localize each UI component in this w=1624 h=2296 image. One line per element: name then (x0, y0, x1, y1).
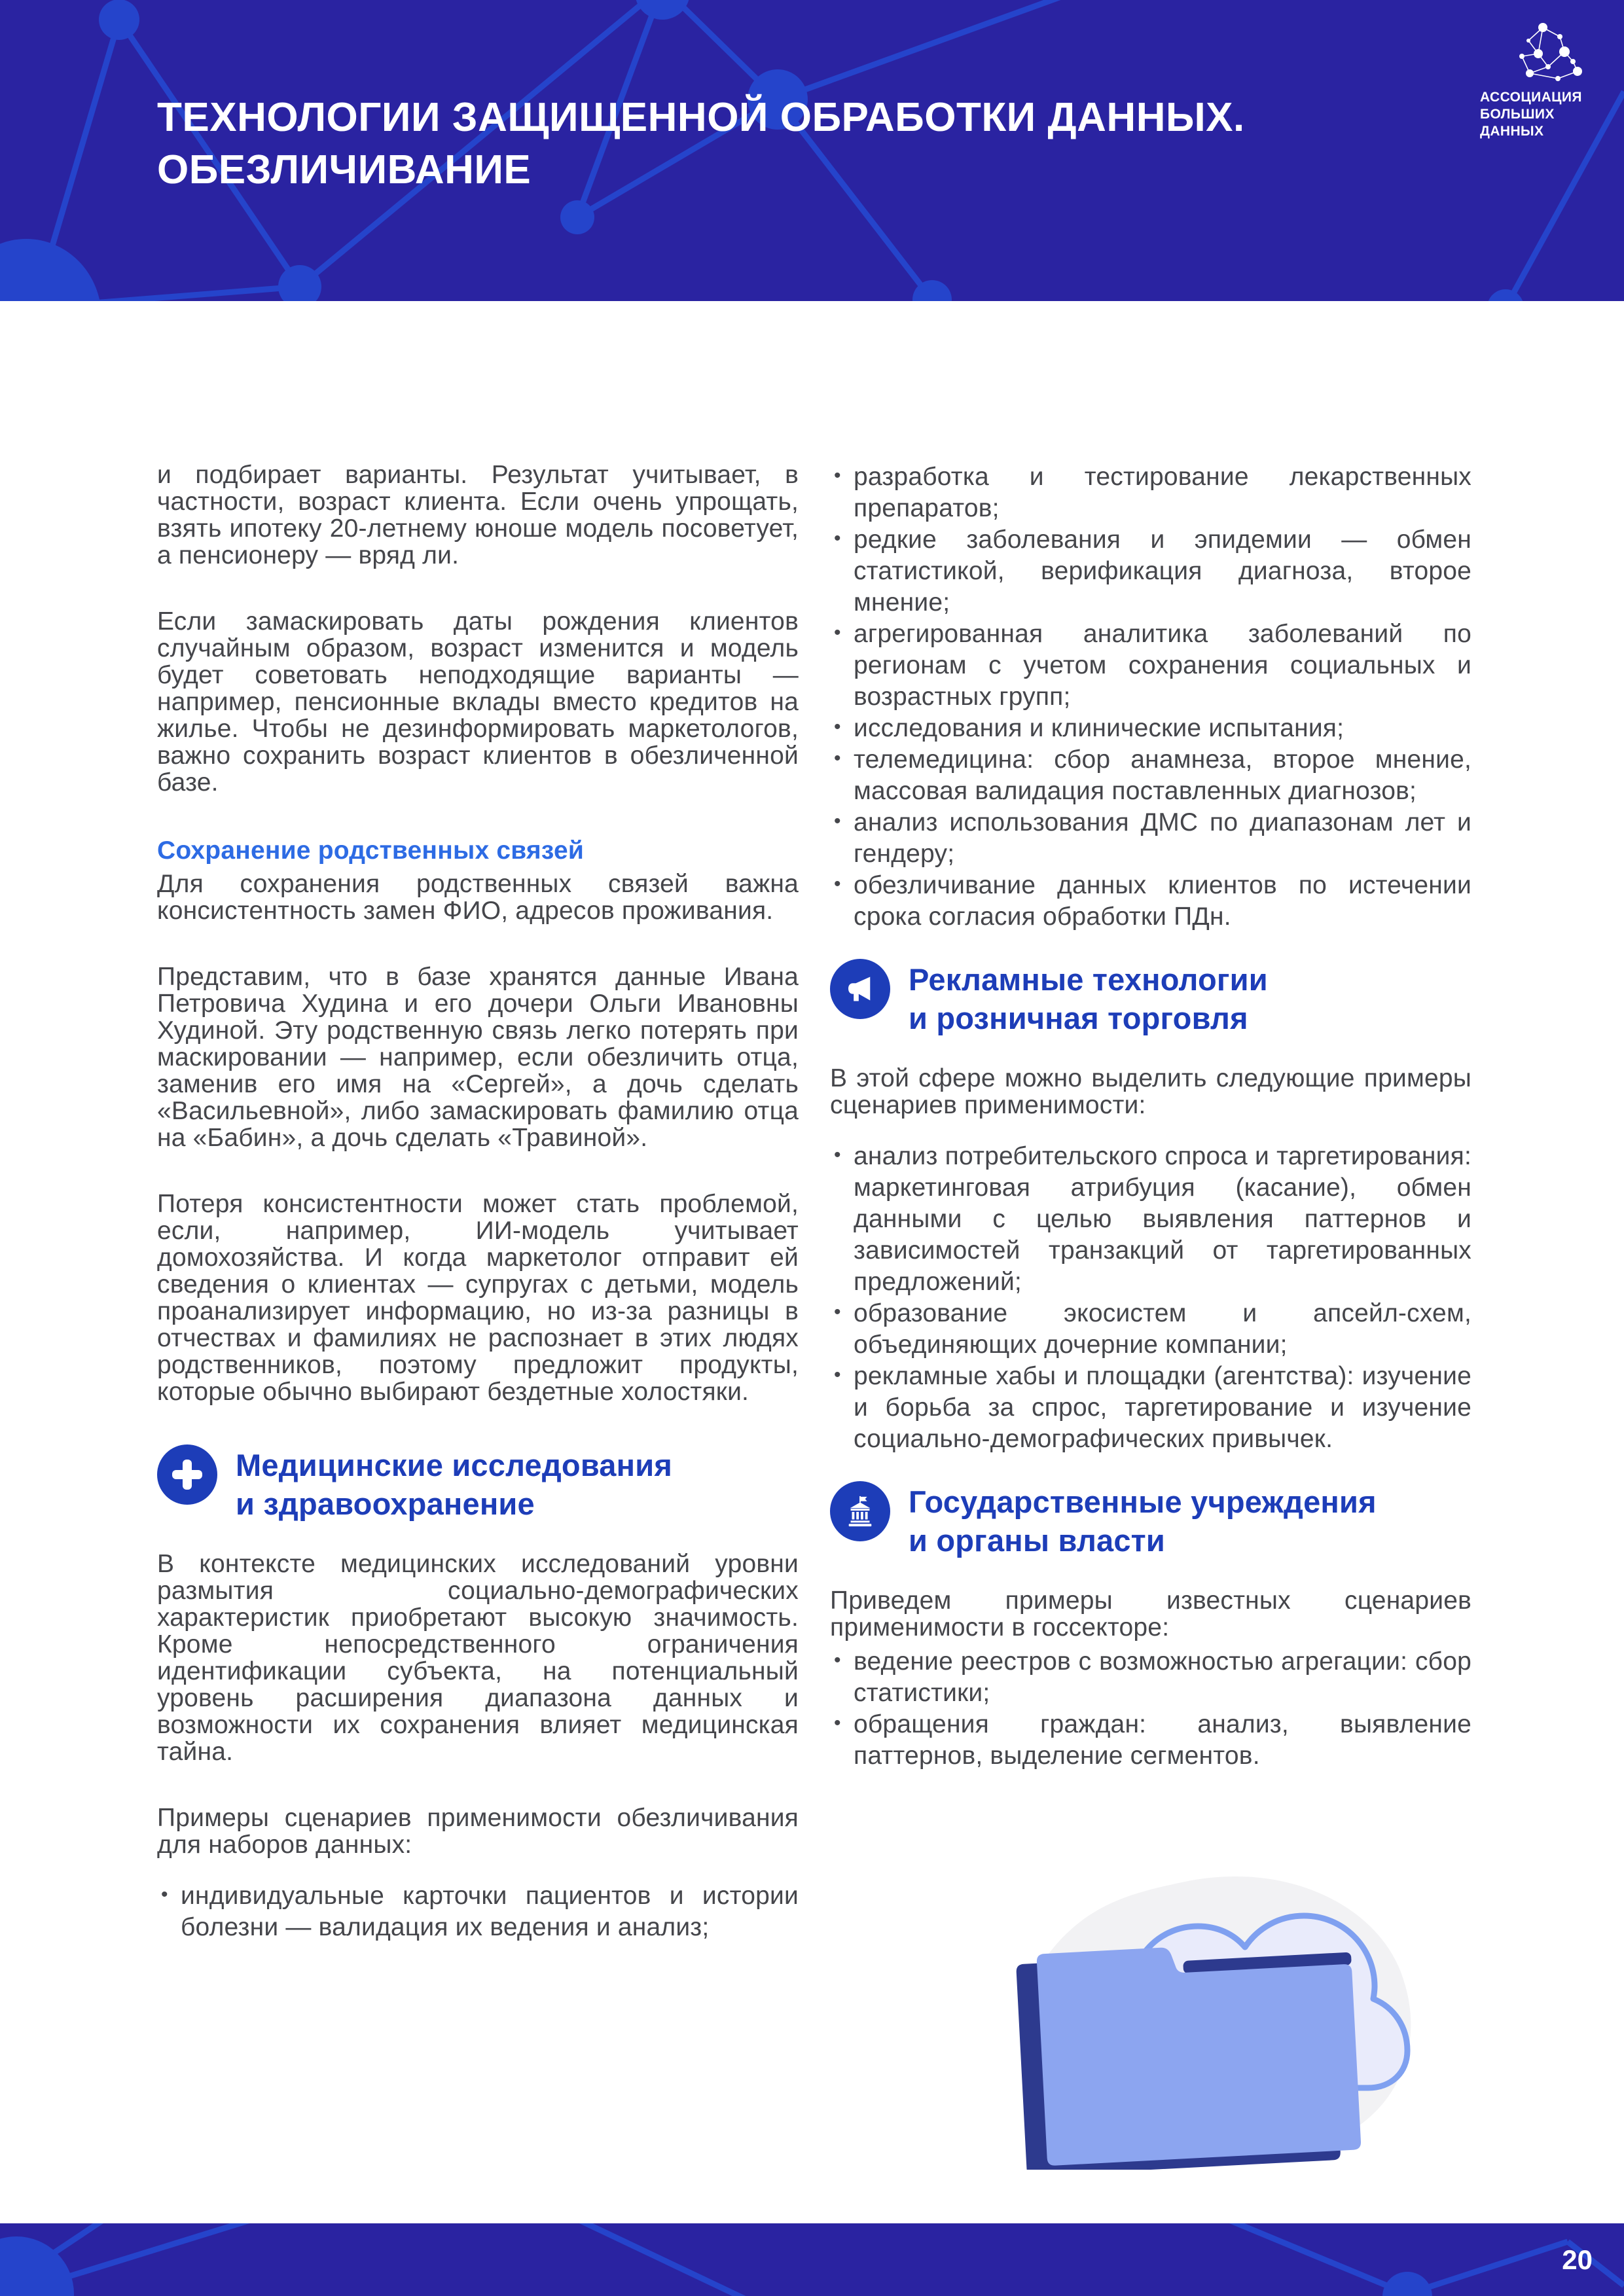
page-number: 20 (1562, 2244, 1593, 2275)
bullet-list-medical-right (830, 461, 1471, 933)
section-title-line-1: Государственные учреждения (909, 1484, 1377, 1519)
section-heading-medical (157, 1444, 799, 1523)
government-building-icon (830, 1481, 890, 1541)
body-paragraph: Для сохранения родственных связей важна консистентность замен ФИО, адресов проживания. (157, 870, 799, 925)
page-title-line-2: ОБЕЗЛИЧИВАНИЕ (157, 147, 532, 192)
body-paragraph: Примеры сценариев применимости обезличивания для наборов данных: (157, 1804, 799, 1859)
abd-constellation-icon (1502, 22, 1589, 85)
section-title-line-2: и здравоохранение (236, 1486, 535, 1521)
abd-logo (1480, 22, 1611, 140)
bullet-list-medical-left (157, 1880, 799, 1943)
medical-cross-icon (157, 1444, 217, 1505)
section-title-line-1: Медицинские исследования (236, 1448, 672, 1482)
body-paragraph: Потеря консистентности может стать проблемой, если, например, ИИ-модель учитывает домохозяйства. И когда маркетолог отправит ей сведения о клиентах — супругах с детьми, модель проанализирует информацию, но из-за разницы в отчествах и фамилиях не распознает в этих людях родственников, поэтому предложит продукты, которые обычно выбирают бездетные холостяки. (157, 1190, 799, 1406)
left-column (157, 461, 799, 1963)
section-heading-government (830, 1481, 1471, 1560)
body-paragraph: В контексте медицинских исследований уровни размытия социально-демографических характеристик приобретают высокую значимость. Кроме непосредственного ограничения идентификации субъекта, на потенциальный уровень расширения диапазона данных и возможности их сохранения влияет медицинская тайна. (157, 1550, 799, 1766)
list-item: • анализ использования ДМС по диапазонам лет и гендеру; (830, 807, 1471, 870)
bullet-list-government (830, 1646, 1471, 1772)
list-item: • исследования и клинические испытания; (830, 713, 1471, 744)
page-header (0, 0, 1624, 301)
section-title (909, 959, 1268, 1037)
list-item: • образование экосистем и апсейл-схем, объединяющих дочерние компании; (830, 1298, 1471, 1361)
folder-front-shape (1036, 1938, 1361, 2166)
section-title-line-2: и органы власти (909, 1523, 1165, 1558)
section-heading-advertising (830, 959, 1471, 1037)
list-item: • анализ потребительского спроса и таргетирования: маркетинговая атрибуция (касание), обмен данными с целью выявления паттернов и зависимостей транзакций от таргетированных предложений; (830, 1141, 1471, 1298)
list-item: • редкие заболевания и эпидемии — обмен статистикой, верификация диагноза, второе мнение; (830, 524, 1471, 619)
list-item: • индивидуальные карточки пациентов и истории болезни — валидация их ведения и анализ; (157, 1880, 799, 1943)
list-item: • разработка и тестирование лекарственных препаратов; (830, 461, 1471, 524)
abd-logo-text-line-1: АССОЦИАЦИЯ (1480, 90, 1582, 105)
body-paragraph: Приведем примеры известных сценариев применимости в госсекторе: (830, 1587, 1471, 1641)
body-paragraph: В этой сфере можно выделить следующие примеры сценариев применимости: (830, 1064, 1471, 1119)
page-title (157, 92, 1245, 196)
page-footer (0, 2223, 1624, 2296)
subsection-heading-family-links: Сохранение родственных связей (157, 836, 585, 865)
bullet-list-advertising (830, 1141, 1471, 1455)
page-title-line-1: ТЕХНОЛОГИИ ЗАЩИЩЕННОЙ ОБРАБОТКИ ДАННЫХ. (157, 95, 1245, 140)
body-paragraph: Представим, что в базе хранятся данные Ивана Петровича Худина и его дочери Ольги Ивановны Худиной. Эту родственную связь легко потерять при маскировании — например, если обезличить отца, заменив его имя на «Сергей», а дочь сделать «Васильевной», либо замаскировать фамилию отца на «Бабин», а дочь сделать «Травиной». (157, 963, 799, 1152)
list-item: • телемедицина: сбор анамнеза, второе мнение, массовая валидация поставленных диагнозов; (830, 744, 1471, 807)
section-title (236, 1444, 672, 1523)
abd-logo-text-line-2: БОЛЬШИХ ДАННЫХ (1480, 107, 1555, 139)
network-pattern-footer (0, 2223, 1624, 2296)
list-item: • агрегированная аналитика заболеваний по регионам с учетом сохранения социальных и возрастных групп; (830, 619, 1471, 713)
section-title (909, 1481, 1377, 1560)
body-paragraph: и подбирает варианты. Результат учитывает, в частности, возраст клиента. Если очень упрощать, взять ипотеку 20-летнему юноше модель посоветует, а пенсионеру — вряд ли. (157, 461, 799, 569)
section-title-line-2: и розничная торговля (909, 1001, 1248, 1035)
right-column (830, 461, 1471, 1791)
folder-cloud-illustration (936, 1862, 1434, 2170)
list-item: • рекламные хабы и площадки (агентства): изучение и борьба за спрос, таргетирование и изучение социально-демографических привычек. (830, 1361, 1471, 1455)
list-item: • обезличивание данных клиентов по истечении срока согласия обработки ПДн. (830, 870, 1471, 933)
section-title-line-1: Рекламные технологии (909, 962, 1268, 997)
body-paragraph: Если замаскировать даты рождения клиентов случайным образом, возраст изменится и модель будет советовать неподходящие варианты — например, пенсионные вклады вместо кредитов на жилье. Чтобы не дезинформировать маркетологов, важно сохранить возраст клиентов в обезличенной базе. (157, 607, 799, 797)
megaphone-icon (830, 959, 890, 1019)
list-item: • ведение реестров с возможностью агрегации: сбор статистики; (830, 1646, 1471, 1709)
list-item: • обращения граждан: анализ, выявление паттернов, выделение сегментов. (830, 1709, 1471, 1772)
